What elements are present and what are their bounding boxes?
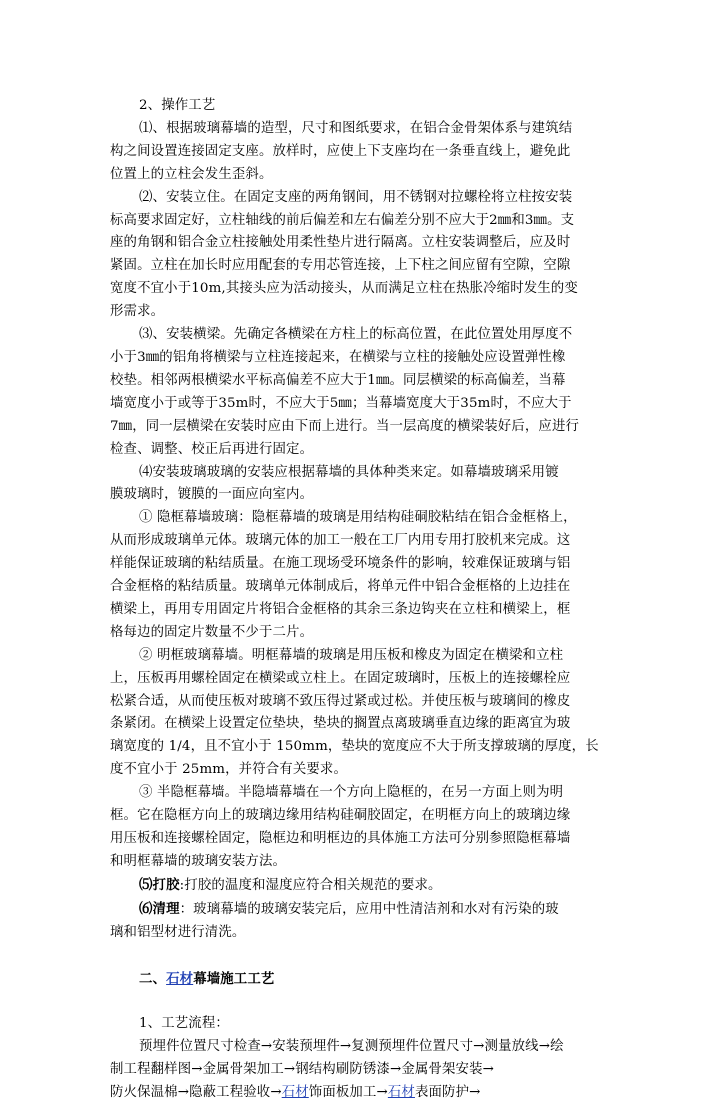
document-page — [110, 95, 615, 1105]
flow-text: 表面防护→ — [414, 1085, 481, 1101]
paragraph-line: 框。它在隐框方向上的玻璃边缘用结构硅硐胶固定，在明框方向上的玻璃边缘 — [110, 808, 571, 824]
paragraph-line: 标高要求固定好，立柱轴线的前后偏差和左右偏差分别不应大于2㎜和3㎜。支 — [110, 212, 575, 228]
flow-text: 防火保温棉→隐蔽工程验收→ — [110, 1085, 282, 1101]
paragraph-line: 合金框格的粘结质量。玻璃单元体制成后，将单元件中铝合金框格的上边挂在 — [110, 579, 571, 595]
stone-link[interactable]: 石材 — [281, 1085, 309, 1101]
subheading: 1、工艺流程： — [139, 1016, 229, 1032]
paragraph-line: 松紧合适，从而使压板对玻璃不致压得过紧或过松。并使压板与玻璃间的橡皮 — [110, 693, 571, 709]
flow-line: 预埋件位置尺寸检查→安装预埋件→复测预埋件位置尺寸→测量放线→绘 — [139, 1039, 564, 1055]
paragraph-line: 校垫。相邻两根横梁水平标高偏差不应大于1㎜。同层横梁的标高偏差，当幕 — [110, 372, 566, 388]
paragraph-line: 形需求。 — [110, 304, 165, 320]
flow-line: 制工程翻样图→金属骨架加工→钢结构刷防锈漆→金属骨架安装→ — [110, 1062, 494, 1078]
heading-suffix: 幕墙施工工艺 — [193, 970, 275, 987]
paragraph-line: ② 明框玻璃幕墙。明框幕墙的玻璃是用压板和橡皮为固定在横梁和立柱 — [139, 647, 564, 663]
paragraph-line: ⑴、根据玻璃幕墙的造型，尺寸和图纸要求，在铝合金骨架体系与建筑结 — [139, 120, 573, 136]
flow-line — [110, 1082, 615, 1105]
stone-link[interactable]: 石材 — [387, 1085, 415, 1101]
paragraph-line: 检查、调整、校正后再进行固定。 — [110, 441, 314, 457]
paragraph-line: 用压板和连接螺栓固定，隐框边和明框边的具体施工方法可分别参照隐框幕墙 — [110, 831, 571, 846]
step-text: :打胶的温度和湿度应符合相关规范的要求。 — [179, 877, 442, 893]
spacer — [110, 945, 615, 968]
paragraph-line: 7㎜，同一层横梁在安装时应由下而上进行。当一层高度的横梁装好后，应进行 — [110, 418, 580, 434]
paragraph-line: 墙宽度小于或等于35m时，不应大于5㎜；当幕墙宽度大于35m时，不应大于 — [110, 395, 572, 411]
paragraph-line — [110, 898, 615, 922]
paragraph-line: 构之间设置连接固定支座。放样时，应使上下支座均在一条垂直线上，避免此 — [110, 143, 571, 159]
paragraph-line: 璃和铝型材进行清洗。 — [110, 924, 246, 940]
paragraph-line: 宽度不宜小于10m,其接头应为活动接头，从而满足立柱在热胀冷缩时发生的变 — [110, 281, 578, 297]
paragraph-line: ③ 半隐框幕墙。半隐墙幕墙在一个方向上隐框的，在另一方面上则为明 — [139, 785, 564, 801]
paragraph-line: 璃宽度的 1/4，且不宜小于 150mm，垫块的宽度应不大于所支撑玻璃的厚度，长 — [110, 739, 599, 755]
section-title: 2、操作工艺 — [139, 98, 216, 113]
spacer — [110, 990, 615, 1013]
paragraph-line: 度不宜小于 25mm，并符合有关要求。 — [110, 762, 348, 778]
paragraph-line: 上，压板再用螺栓固定在横梁或立柱上。在固定玻璃时，压板上的连接螺栓应 — [110, 670, 571, 686]
paragraph-line: ⑷安装玻璃玻璃的安装应根据幕墙的具体种类来定。如幕墙玻璃采用镀 — [139, 464, 559, 480]
paragraph-line: 小于3㎜的铝角将横梁与立柱连接起来，在横梁与立柱的接触处应设置弹性橡 — [110, 349, 566, 365]
paragraph-line: 紧固。立柱在加长时应用配套的专用芯管连接，上下柱之间应留有空隙，空隙 — [110, 258, 571, 274]
paragraph-line: 座的角钢和铝合金立柱接触处用柔性垫片进行隔离。立柱安装调整后，应及时 — [110, 235, 571, 251]
paragraph-line: 膜玻璃时，镀膜的一面应向室内。 — [110, 487, 314, 503]
paragraph-line: 横梁上，再用专用固定片将铝合金框格的其余三条边钩夹在立柱和横梁上，框 — [110, 601, 571, 617]
flow-text: 饰面板加工→ — [308, 1085, 388, 1101]
paragraph-line — [110, 874, 615, 898]
paragraph-line: ⑵、安装立住。在固定支座的两角钢间，用不锈钢对拉螺栓将立柱按安装 — [139, 189, 573, 205]
paragraph-line: 和明框幕墙的玻璃安装方法。 — [110, 853, 287, 869]
step-label: 清理 — [152, 900, 180, 917]
step-number: ⑹ — [139, 900, 153, 917]
paragraph-line: 格每边的固定片数量不少于二片。 — [110, 624, 314, 640]
paragraph-line: 条紧闭。在横梁上设置定位垫块，垫块的搁置点离玻璃垂直边缘的距离宜为玻 — [110, 716, 571, 732]
step-label: 打胶 — [152, 876, 180, 893]
heading-prefix: 二、 — [139, 970, 167, 987]
paragraph-line: ① 隐框幕墙玻璃：隐框幕墙的玻璃是用结构硅硐胶粘结在铝合金框格上， — [139, 510, 577, 526]
paragraph-line: 位置上的立柱会发生歪斜。 — [110, 166, 273, 182]
step-text: ：玻璃幕墙的玻璃安装完后，应用中性清洁剂和水对有污染的玻 — [179, 901, 559, 917]
paragraph-line: 样能保证玻璃的粘结质量。在施工现场受环境条件的影响，较难保证玻璃与铝 — [110, 556, 571, 572]
paragraph-line: 从而形成玻璃单元体。玻璃元体的加工一般在工厂内用专用打胶机来完成。这 — [110, 533, 571, 549]
paragraph-line: ⑶、安装横梁。先确定各横梁在方柱上的标高位置，在此位置处用厚度不 — [139, 327, 573, 343]
stone-link[interactable]: 石材 — [166, 970, 194, 987]
section-heading — [110, 968, 615, 991]
step-number: ⑸ — [139, 876, 153, 893]
